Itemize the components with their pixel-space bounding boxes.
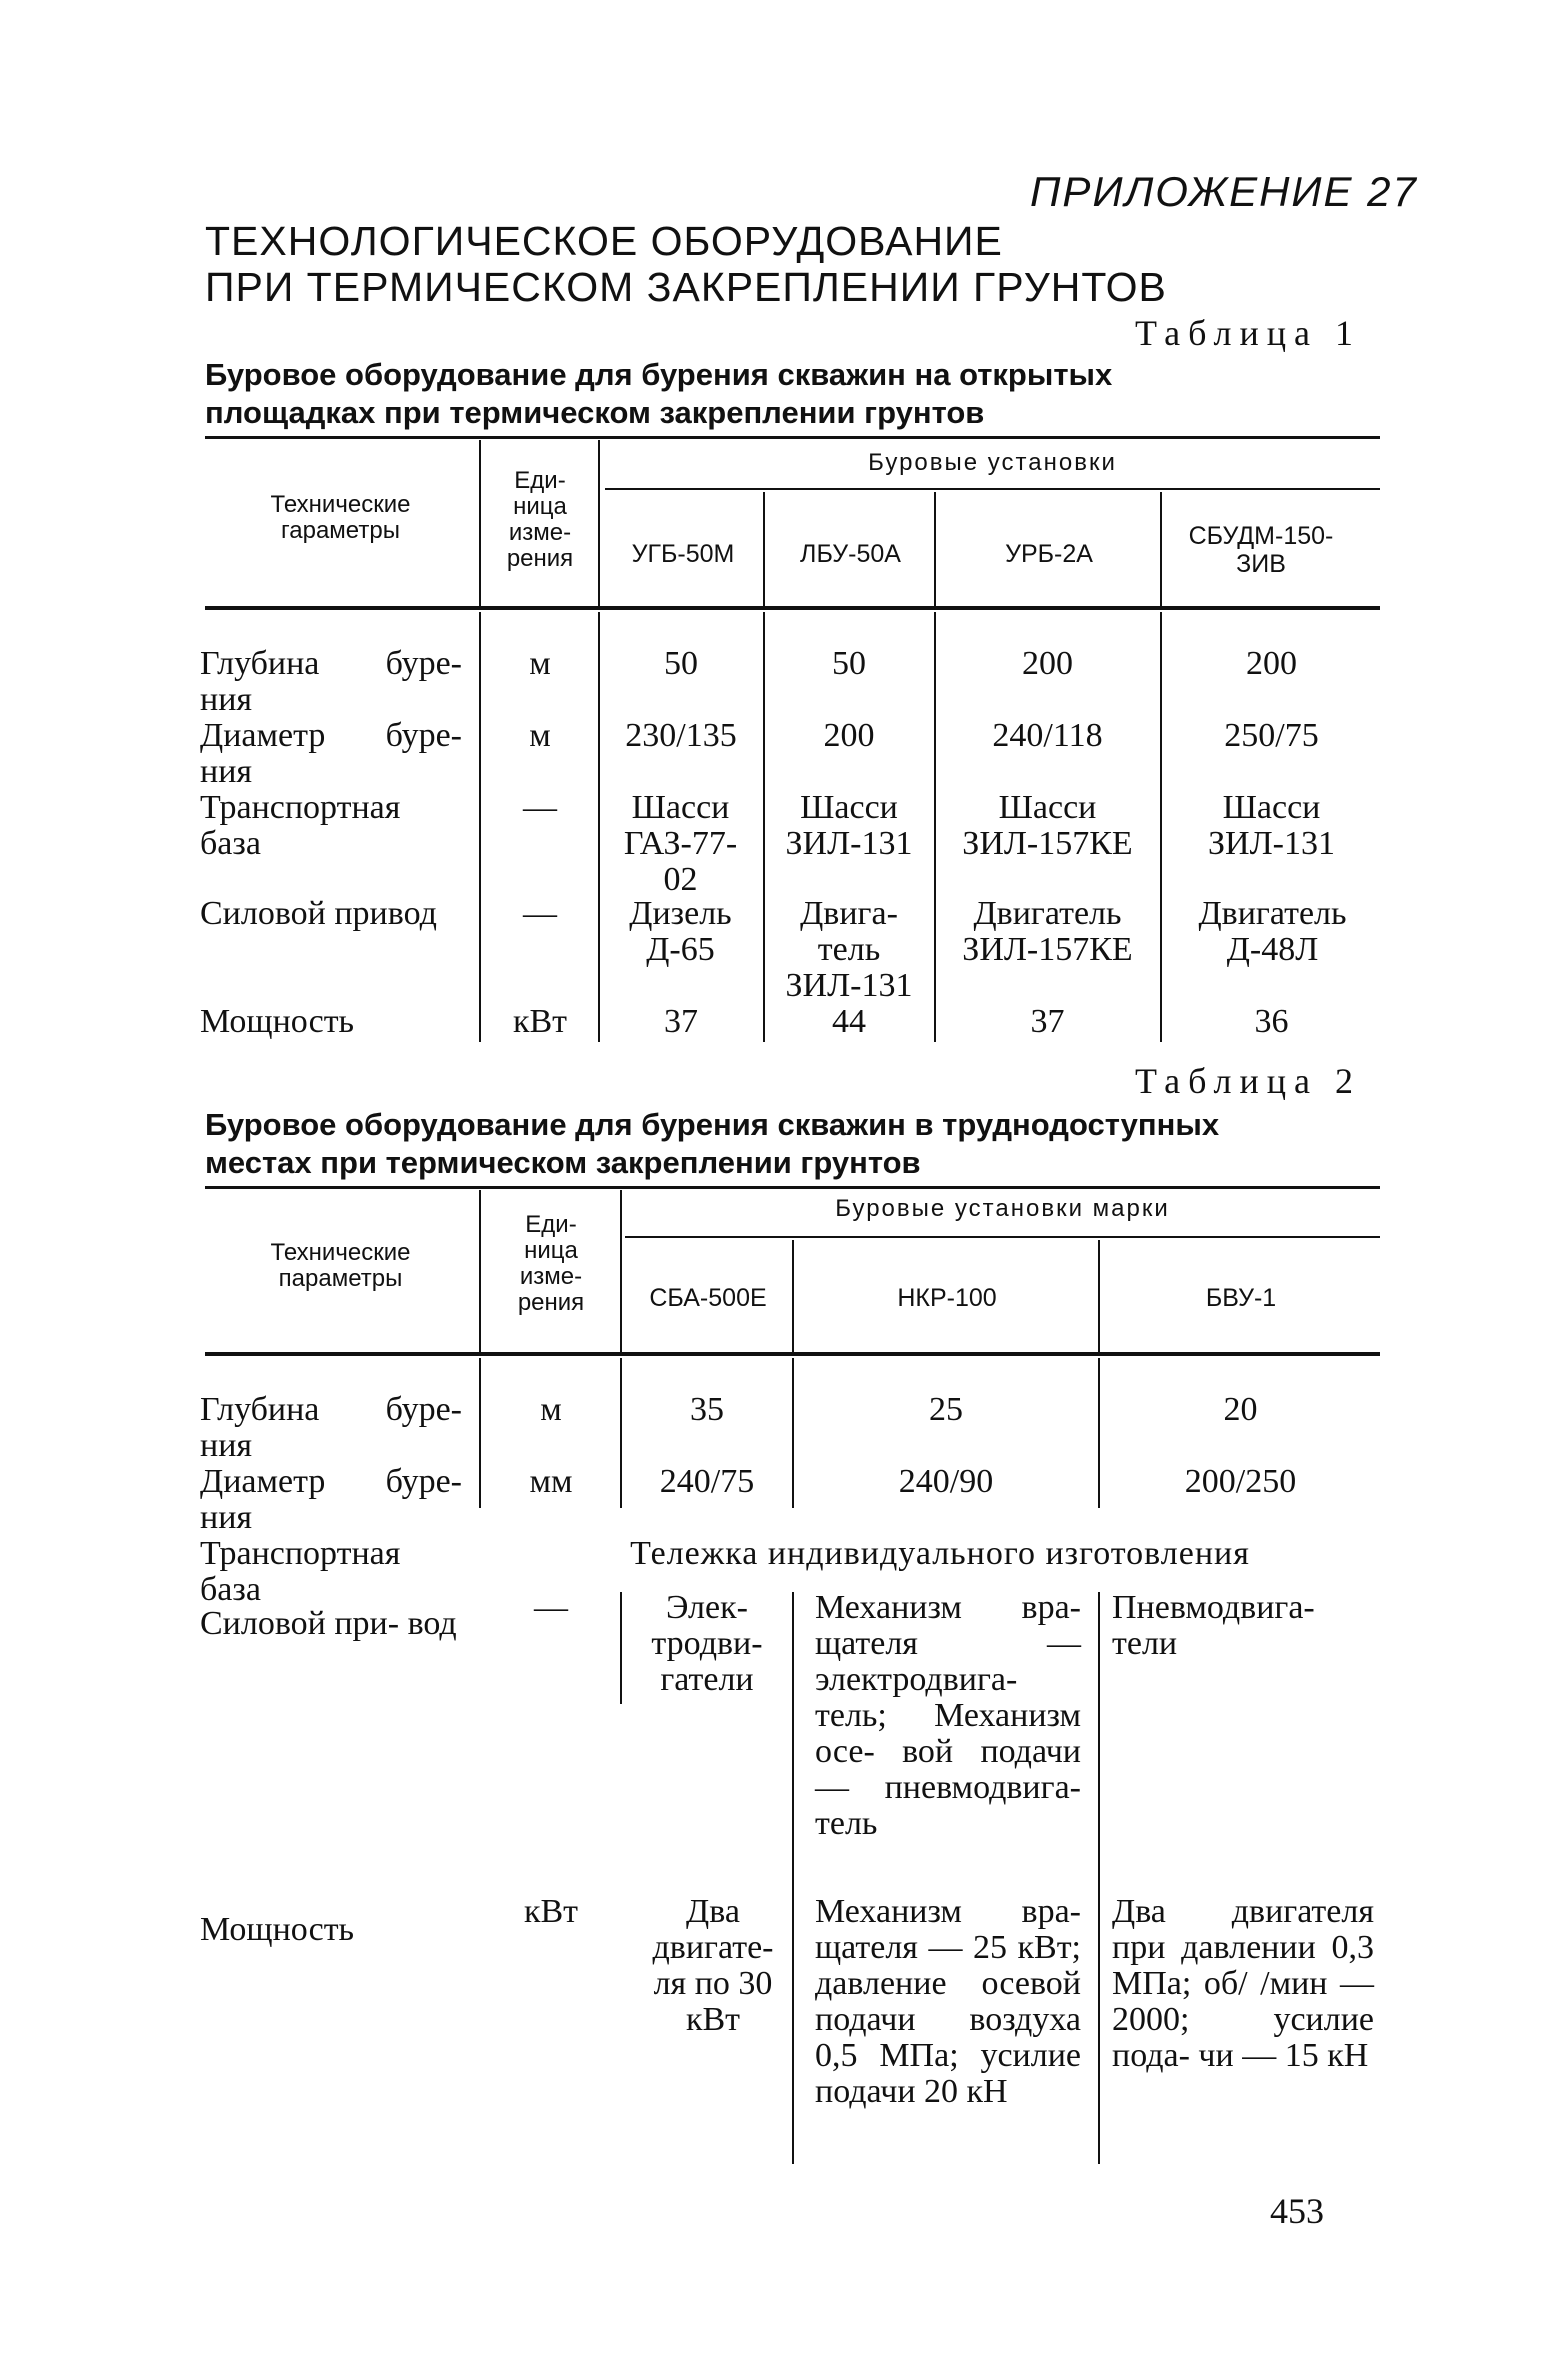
table2-vline: [620, 1190, 622, 1352]
table2-value-cell: 25: [929, 1391, 963, 1428]
table2-value-cell: 200/250: [1184, 1463, 1297, 1500]
table1-value-cell: 200: [1022, 645, 1073, 682]
table1-top-rule: [205, 436, 1380, 439]
table2-param-cell: Силовой при- вод: [200, 1605, 457, 1642]
table2-model-header: БВУ-1: [1205, 1284, 1277, 1312]
table1-value-cell: 37: [664, 1003, 698, 1040]
table2-vline: [792, 1358, 794, 1508]
table2-param-cell: Транспортная база: [200, 1535, 401, 1608]
table1-vline: [598, 612, 600, 1042]
table2-group-header: Буровые установки марки: [835, 1195, 1170, 1222]
table1-col-unit-header: Еди- ница изме- рения: [506, 467, 574, 572]
table1-value-cell: 37: [1030, 1003, 1065, 1040]
table2-value-cell: Пневмодвига- тели: [1112, 1589, 1315, 1662]
table2-vline: [1098, 1240, 1100, 1352]
document-title-line1: ТЕХНОЛОГИЧЕСКОЕ ОБОРУДОВАНИЕ: [205, 218, 1003, 264]
table1-value-cell: 44: [832, 1003, 866, 1040]
table1-caption-line2: площадках при термическом закреплении грунтов: [205, 395, 985, 430]
table2-param-cell: Глубина буре- ния: [200, 1391, 462, 1464]
table1-value-cell: 50: [832, 645, 866, 682]
table2-vline: [792, 1592, 794, 2164]
table1-vline: [1160, 492, 1162, 606]
table1-model-header: УРБ-2А: [1005, 540, 1093, 568]
table1-value-cell: Двига- тель ЗИЛ-131: [785, 895, 913, 1004]
table1-vline: [479, 612, 481, 1042]
table2-group-rule: [625, 1236, 1380, 1238]
table1-value-cell: Двигатель ЗИЛ-157КЕ: [962, 895, 1133, 968]
table2-value-cell: Два двигате- ля по 30 кВт: [652, 1893, 774, 2038]
table2-value-cell: Элек- тродви- гатели: [651, 1589, 763, 1698]
table1-group-rule: [605, 488, 1380, 490]
table1-vline: [934, 612, 936, 1042]
table2-param-cell: Мощность: [200, 1911, 355, 1948]
table1-value-cell: Шасси ЗИЛ-157КЕ: [962, 789, 1133, 862]
table1-label: Таблица 1: [1135, 313, 1361, 353]
table1-header-rule: [205, 606, 1380, 610]
table1-col-param-header: Технические гараметры: [270, 491, 411, 544]
table2-top-rule: [205, 1186, 1380, 1189]
table2-span-cell: Тележка индивидуального изготовления: [630, 1535, 1250, 1572]
table2-vline: [479, 1358, 481, 1508]
table2-value-cell: 240/90: [898, 1463, 994, 1500]
table1-unit-cell: м: [529, 645, 551, 682]
table1-model-header: СБУДМ-150-ЗИВ: [1188, 522, 1334, 578]
page-number: 453: [1270, 2191, 1324, 2231]
table2-unit-cell: м: [540, 1391, 562, 1428]
table1-value-cell: Шасси ГАЗ-77- 02: [623, 789, 738, 898]
table2-col-param-header: Технические параметры: [270, 1239, 411, 1292]
table2-unit-cell: —: [534, 1589, 568, 1626]
table2-header-rule: [205, 1352, 1380, 1356]
table1-vline: [934, 492, 936, 606]
table1-model-header: ЛБУ-50А: [800, 540, 901, 568]
table2-model-header: СБА-500Е: [649, 1284, 767, 1312]
table1-param-cell: Силовой привод: [200, 895, 437, 932]
table1-value-cell: 240/118: [992, 717, 1103, 754]
table2-vline: [620, 1592, 622, 1704]
table1-unit-cell: —: [523, 789, 557, 826]
table2-caption-line1: Буровое оборудование для бурения скважин в труднодоступных: [205, 1107, 1220, 1142]
table1-unit-cell: м: [529, 717, 551, 754]
table1-vline: [598, 440, 600, 606]
document-title-line2: ПРИ ТЕРМИЧЕСКОМ ЗАКРЕПЛЕНИИ ГРУНТОВ: [205, 264, 1167, 310]
appendix-label: ПРИЛОЖЕНИЕ 27: [1030, 168, 1418, 215]
table1-value-cell: 230/135: [625, 717, 737, 754]
table1-param-cell: Диаметр буре- ния: [200, 717, 462, 790]
table1-vline: [763, 492, 765, 606]
table2-unit-cell: мм: [529, 1463, 573, 1500]
table1-caption-line1: Буровое оборудование для бурения скважин на открытых: [205, 357, 1113, 392]
table1-vline: [763, 612, 765, 1042]
table2-vline: [479, 1190, 481, 1352]
table2-vline: [620, 1358, 622, 1508]
table1-param-cell: Транспортная база: [200, 789, 401, 862]
table1-param-cell: Мощность: [200, 1003, 355, 1040]
table2-col-unit-header: Еди- ница изме- рения: [517, 1211, 585, 1316]
table1-value-cell: Шасси ЗИЛ-131: [1208, 789, 1335, 862]
table1-value-cell: 200: [823, 717, 875, 754]
table2-vline: [1098, 1358, 1100, 1508]
table1-vline: [479, 440, 481, 606]
table2-value-cell: Два двигателя при давлении 0,3 МПа; об/ /мин — 2000; усилие пода- чи — 15 кН: [1112, 1893, 1374, 2074]
table1-group-header: Буровые установки: [868, 449, 1117, 476]
table1-unit-cell: —: [523, 895, 557, 932]
table2-value-cell: Механизм вра- щателя — электродвига- тель; Механизм осе- вой подачи — пневмодвига- тель: [815, 1589, 1081, 1842]
table1-model-header: УГБ-50М: [631, 540, 735, 568]
table2-vline: [1098, 1592, 1100, 2164]
table1-value-cell: 50: [664, 645, 698, 682]
table2-value-cell: Механизм вра- щателя — 25 кВт; давление осевой подачи воздуха 0,5 МПа; усилие подачи 20 кН: [815, 1893, 1081, 2110]
table1-value-cell: 200: [1246, 645, 1297, 682]
table2-unit-cell: кВт: [523, 1893, 579, 1930]
table2-vline: [792, 1240, 794, 1352]
table2-caption-line2: местах при термическом закреплении грунтов: [205, 1145, 921, 1180]
table2-label: Таблица 2: [1135, 1061, 1361, 1101]
table2-param-cell: Диаметр буре- ния: [200, 1463, 462, 1536]
table1-value-cell: Дизель Д-65: [629, 895, 732, 968]
table2-value-cell: 35: [690, 1391, 724, 1428]
table2-value-cell: 20: [1223, 1391, 1258, 1428]
table1-param-cell: Глубина буре- ния: [200, 645, 462, 718]
table2-value-cell: 240/75: [659, 1463, 755, 1500]
table1-value-cell: 250/75: [1224, 717, 1319, 754]
table1-value-cell: Шасси ЗИЛ-131: [785, 789, 913, 862]
table1-vline: [1160, 612, 1162, 1042]
table1-value-cell: Двигатель Д-48Л: [1198, 895, 1347, 968]
table2-model-header: НКР-100: [897, 1284, 997, 1312]
table1-value-cell: 36: [1254, 1003, 1289, 1040]
table1-unit-cell: кВт: [512, 1003, 568, 1040]
